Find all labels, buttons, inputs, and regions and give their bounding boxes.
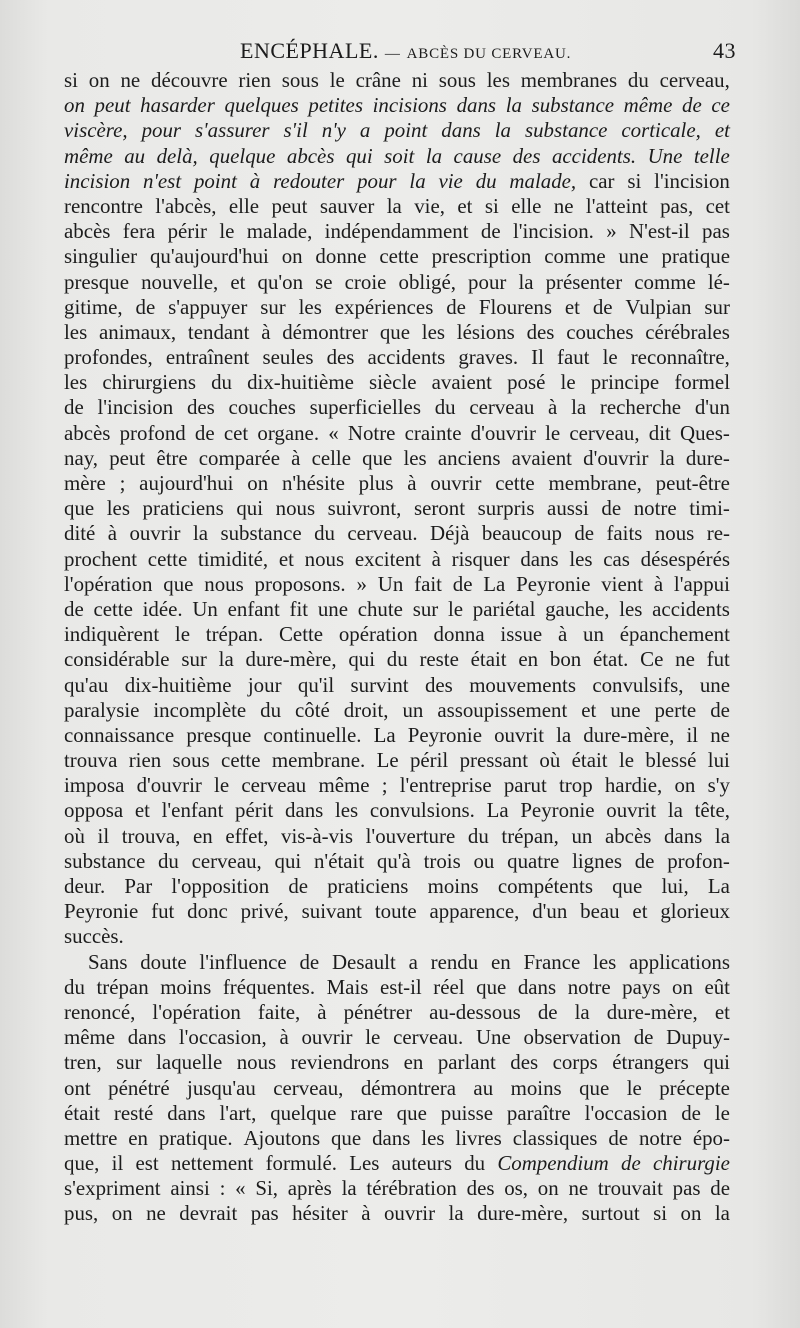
- text-line: pus, on ne devrait pas hésiter à ouvrir la dure-mère, surtout si on la: [64, 1201, 730, 1226]
- text-line: on peut hasarder quelques petites incisions dans la substance même de ce: [64, 93, 730, 118]
- text-line: les chirurgiens du dix-huitième siècle avaient posé le principe formel: [64, 370, 730, 395]
- chapter-title: ENCÉPHALE.: [240, 38, 379, 63]
- text-line: même dans l'occasion, à ouvrir le cerveau. Une observation de Dupuy-: [64, 1025, 730, 1050]
- text-line: succès.: [64, 924, 124, 949]
- section-title: ABCÈS DU CERVEAU.: [406, 46, 572, 62]
- text-line: Peyronie fut donc privé, suivant toute apparence, d'un beau et glorieux: [64, 899, 730, 924]
- text-line: que les praticiens qui nous suivront, seront surpris aussi de notre timi-: [64, 496, 730, 521]
- text-line: ont pénétré jusqu'au cerveau, démontrera au moins que le précepte: [64, 1075, 730, 1100]
- text-line: était resté dans l'art, quelque rare que puisse paraître l'occasion de le: [64, 1100, 730, 1125]
- text-line: du trépan moins fréquentes. Mais est-il réel que dans notre pays on eût: [64, 974, 730, 999]
- title-dash: —: [384, 46, 401, 62]
- text-line: imposa d'ouvrir le cerveau même ; l'entreprise parut trop hardie, on s'y: [64, 773, 730, 798]
- text-line: dité à ouvrir la substance du cerveau. Déjà beaucoup de faits nous re-: [64, 521, 730, 546]
- running-head: [62, 30, 736, 66]
- text-line: Sans doute l'influence de Desault a rendu en France les applications: [88, 949, 730, 974]
- page-number: 43: [713, 38, 736, 63]
- text-line: gitime, de s'appuyer sur les expériences de Flourens et de Vulpian sur: [64, 294, 730, 319]
- text-line: qu'au dix-huitième jour qu'il survint des mouvements convulsifs, une: [64, 672, 730, 697]
- text-line: connaissance presque continuelle. La Peyronie ouvrit la dure-mère, il ne: [64, 722, 730, 747]
- text-line: abcès fera périr le malade, indépendamment de l'incision. » N'est-il pas: [64, 219, 730, 244]
- text-line: que, il est nettement formulé. Les auteurs du Compendium de chirurgie: [64, 1151, 730, 1176]
- text-line: mettre en pratique. Ajoutons que dans les livres classiques de notre épo-: [64, 1125, 730, 1150]
- text-line: opposa et l'enfant périt dans les convulsions. La Peyronie ouvrit la tête,: [64, 798, 730, 823]
- text-line: si on ne découvre rien sous le crâne ni sous les membranes du cerveau,: [64, 68, 730, 92]
- text-line: considérable sur la dure-mère, qui du reste était en bon état. Ce ne fut: [64, 647, 730, 672]
- text-line: abcès profond de cet organe. « Notre crainte d'ouvrir le cerveau, dit Ques-: [64, 420, 730, 445]
- text-line: de cette idée. Un enfant fit une chute sur le pariétal gauche, les accidents: [64, 596, 730, 621]
- text-line: les animaux, tendant à démontrer que les lésions des couches cérébrales: [64, 319, 730, 344]
- text-line: viscère, pour s'assurer s'il n'y a point dans la substance corticale, et: [64, 118, 730, 143]
- text-line: même au delà, quelque abcès qui soit la cause des accidents. Une telle: [64, 143, 730, 168]
- text-line: où il trouva, en effet, vis-à-vis l'ouverture du trépan, un abcès dans la: [64, 823, 730, 848]
- text-line: substance du cerveau, qui n'était qu'à trois ou quatre lignes de profon-: [64, 848, 730, 873]
- text-line: prochent cette timidité, et nous excitent à risquer dans les cas désespérés: [64, 546, 730, 571]
- text-line: incision n'est point à redouter pour la vie du malade, car si l'incision: [64, 168, 730, 193]
- text-line: singulier qu'aujourd'hui on donne cette prescription comme une pratique: [64, 244, 730, 269]
- text-line: rencontre l'abcès, elle peut sauver la vie, et si elle ne l'atteint pas, cet: [64, 193, 730, 218]
- body-text: [64, 68, 730, 1227]
- running-title: [240, 38, 571, 64]
- text-line: l'opération que nous proposons. » Un fait de La Peyronie vient à l'appui: [64, 571, 730, 596]
- text-line: s'expriment ainsi : « Si, après la térébration des os, on ne trouvait pas de: [64, 1176, 730, 1201]
- text-line: mère ; aujourd'hui on n'hésite plus à ouvrir cette membrane, peut-être: [64, 471, 730, 495]
- text-line: presque nouvelle, et qu'on se croie obligé, pour la présenter comme lé-: [64, 269, 730, 294]
- text-line: deur. Par l'opposition de praticiens moins compétents que lui, La: [64, 874, 730, 898]
- text-line: nay, peut être comparée à celle que les anciens avaient d'ouvrir la dure-: [64, 445, 730, 470]
- text-line: de l'incision des couches superficielles du cerveau à la recherche d'un: [64, 395, 730, 420]
- text-line: profondes, entraînent seules des accidents graves. Il faut le reconnaître,: [64, 345, 730, 370]
- text-line: paralysie incomplète du côté droit, un assoupissement et une perte de: [64, 697, 730, 722]
- text-line: trouva rien sous cette membrane. Le péril pressant où était le blessé lui: [64, 748, 730, 773]
- text-line: indiquèrent le trépan. Cette opération donna issue à un épanchement: [64, 622, 730, 647]
- text-line: tren, sur laquelle nous reviendrons en parlant des corps étrangers qui: [64, 1050, 730, 1075]
- text-line: renoncé, l'opération faite, à pénétrer au-dessous de la dure-mère, et: [64, 999, 730, 1024]
